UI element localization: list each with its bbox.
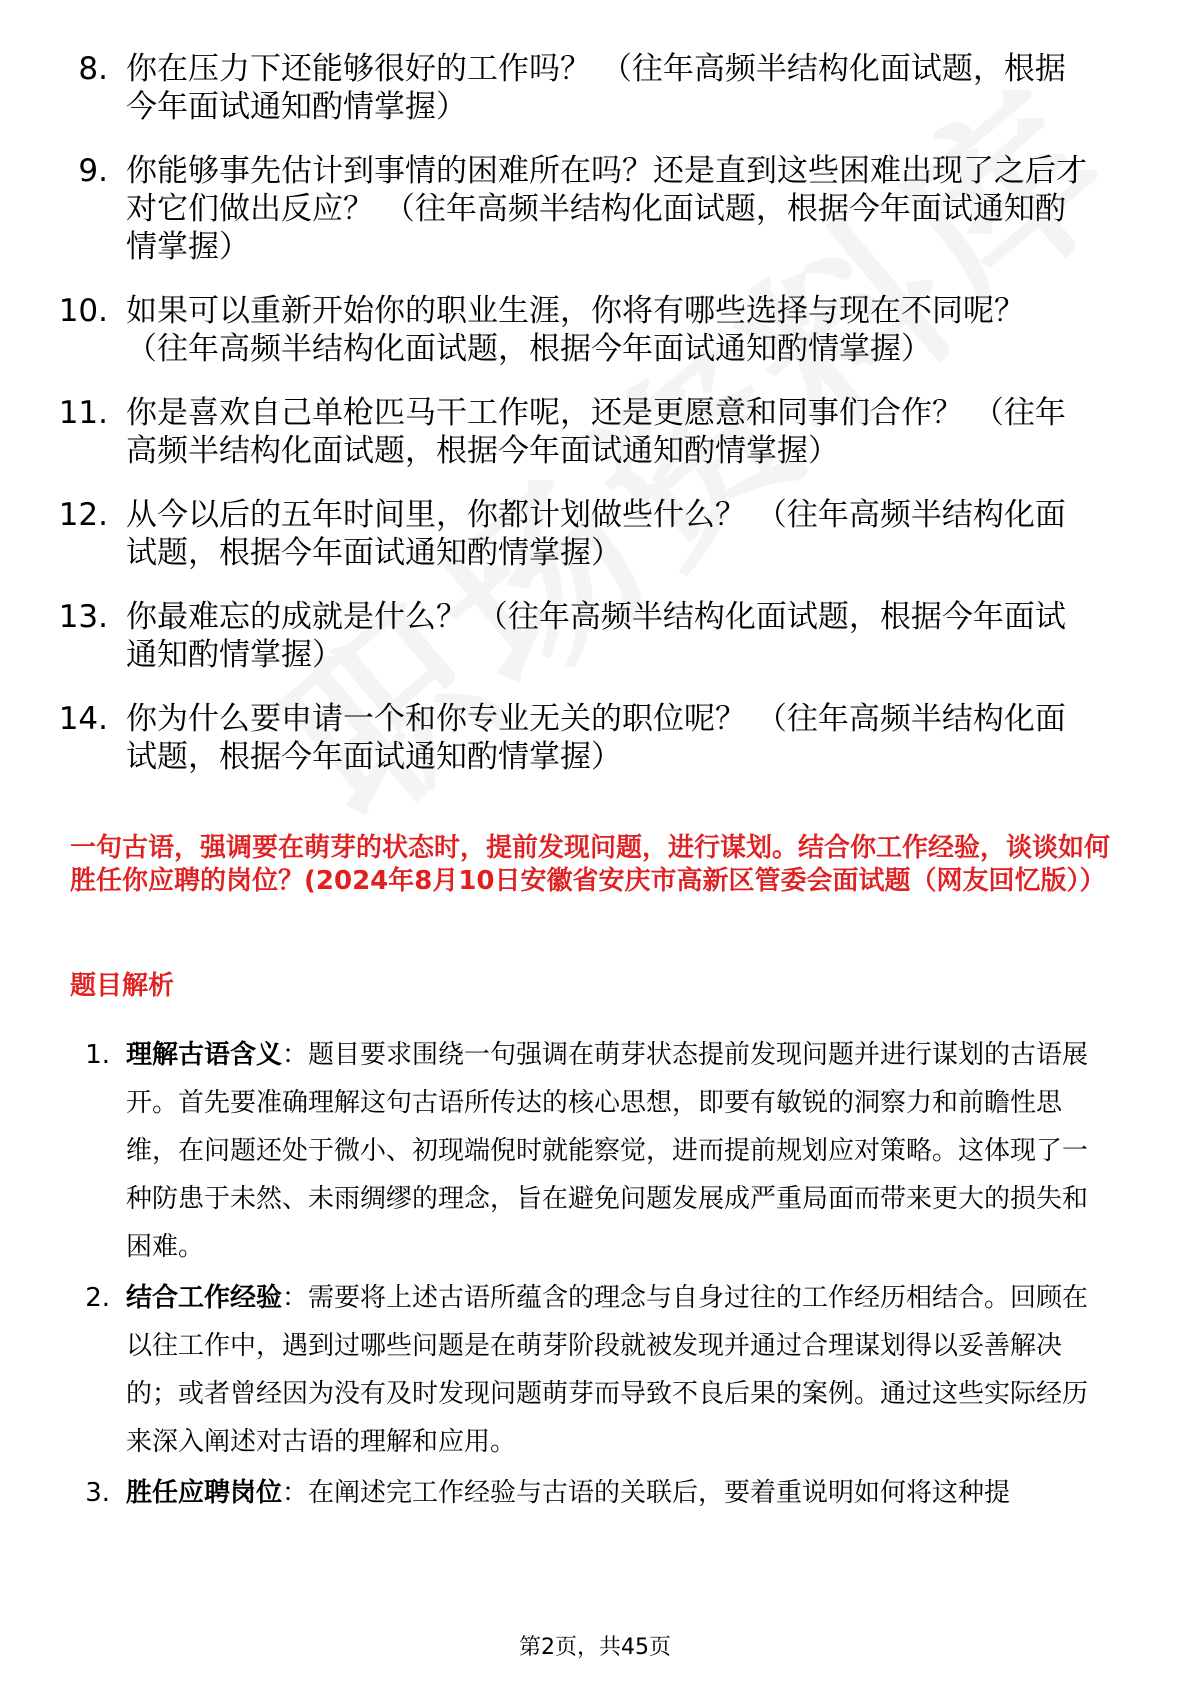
list-item — [0, 50, 1190, 126]
item-text: ：在阐述完工作经验与古语的关联后，要着重说明如何将这种提 — [282, 1478, 1011, 1508]
list-item — [0, 394, 1190, 470]
list-item — [0, 496, 1190, 572]
list-item — [0, 292, 1190, 368]
item-text: 你为什么要申请一个和你专业无关的职位呢？ （往年高频半结构化面试题，根据今年面试通知酌情掌握） — [126, 701, 1066, 775]
item-text: 你是喜欢自己单枪匹马干工作呢，还是更愿意和同事们合作？ （往年高频半结构化面试题，根据今年面试通知酌情掌握） — [126, 395, 1066, 469]
list-item — [0, 700, 1190, 776]
item-text: 你能够事先估计到事情的困难所在吗？还是直到这些困难出现了之后才对它们做出反应？ （往年高频半结构化面试题，根据今年面试通知酌情掌握） — [126, 153, 1087, 265]
item-number: 8. — [78, 51, 108, 87]
list-item — [0, 1031, 1190, 1271]
list-item — [0, 152, 1190, 266]
item-text: 你最难忘的成就是什么？ （往年高频半结构化面试题，根据今年面试通知酌情掌握） — [126, 599, 1066, 673]
item-number: 2. — [85, 1283, 110, 1313]
item-number: 13. — [58, 599, 108, 635]
item-number: 11. — [58, 395, 108, 431]
item-heading: 理解古语含义 — [126, 1040, 283, 1070]
analysis-list — [0, 1031, 1190, 1520]
item-number: 9. — [78, 153, 108, 189]
item-text: 如果可以重新开始你的职业生涯，你将有哪些选择与现在不同呢？ （往年高频半结构化面试题，根据今年面试通知酌情掌握） — [126, 293, 1025, 367]
item-number: 12. — [58, 497, 108, 533]
list-item — [0, 1469, 1190, 1517]
item-text: 你在压力下还能够很好的工作吗？ （往年高频半结构化面试题，根据今年面试通知酌情掌握） — [126, 51, 1066, 125]
item-text: 从今以后的五年时间里，你都计划做些什么？ （往年高频半结构化面试题，根据今年面试通知酌情掌握） — [126, 497, 1066, 571]
item-heading: 结合工作经验 — [126, 1283, 283, 1313]
item-number: 10. — [58, 293, 108, 329]
item-text: ：题目要求围绕一句强调在萌芽状态提前发现问题并进行谋划的古语展开。首先要准确理解这句古语所传达的核心思想，即要有敏锐的洞察力和前瞻性思维，在问题还处于微小、初现端倪时就能察觉，进而提前规划应对策略。这体现了一种防患于未然、未雨绸缪的理念，旨在避免问题发展成严重局面而带来更大的损失和困难。 — [126, 1040, 1089, 1262]
page-number: 第2页，共45页 — [519, 1635, 671, 1660]
item-number: 1. — [85, 1040, 110, 1070]
item-text: ：需要将上述古语所蕴含的理念与自身过往的工作经历相结合。回顾在以往工作中，遇到过哪些问题是在萌芽阶段就被发现并通过合理谋划得以妥善解决的；或者曾经因为没有及时发现问题萌芽而导致不良后果的案例。通过这些实际经历来深入阐述对古语的理解和应用。 — [126, 1283, 1089, 1457]
question-list — [0, 50, 1190, 802]
item-number: 3. — [85, 1478, 110, 1508]
question-heading: 一句古语，强调要在萌芽的状态时，提前发现问题，进行谋划。结合你工作经验，谈谈如何胜任你应聘的岗位？(2024年8月10日安徽省安庆市高新区管委会面试题（网友回忆版）） — [70, 833, 1111, 896]
section-title: 题目解析 — [70, 971, 175, 1001]
list-item — [0, 598, 1190, 674]
list-item — [0, 1274, 1190, 1466]
item-number: 14. — [58, 701, 108, 737]
item-heading: 胜任应聘岗位 — [126, 1478, 283, 1508]
